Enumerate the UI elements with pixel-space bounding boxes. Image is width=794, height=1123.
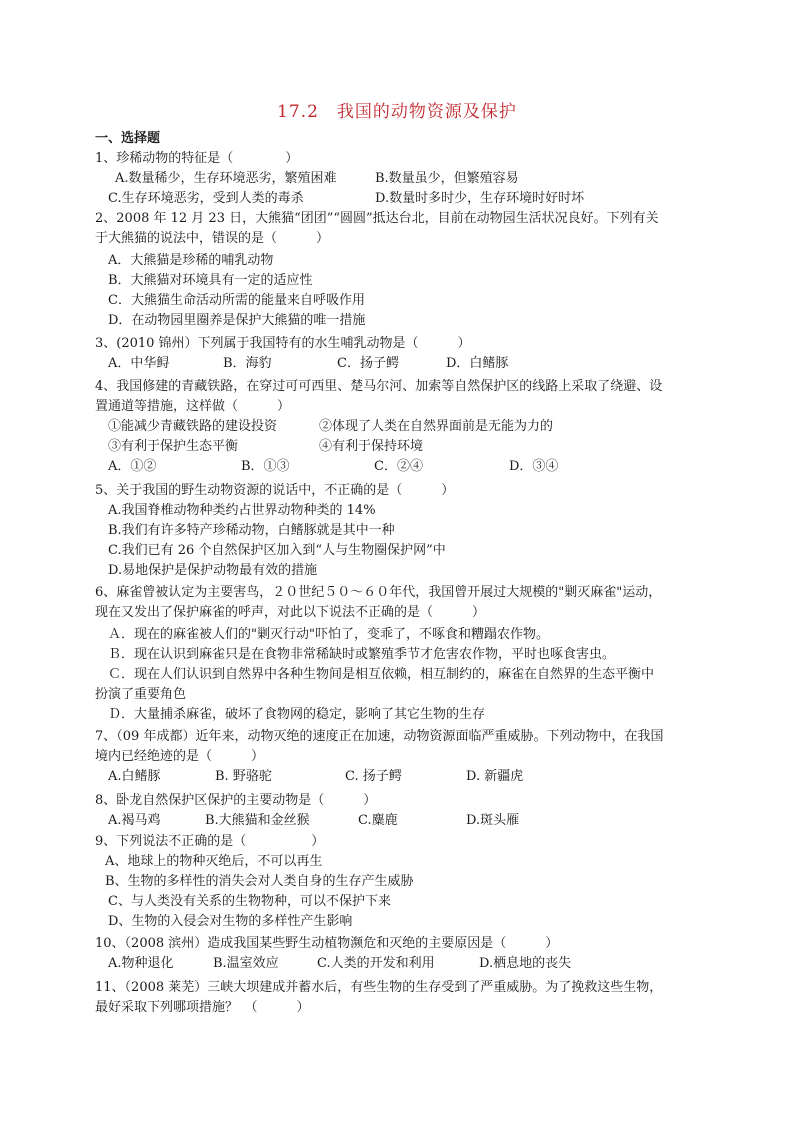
answer-option: 扮演了重要角色 — [95, 687, 187, 702]
answer-option: A．①② — [108, 459, 157, 474]
answer-option: C．大熊猫生命活动所需的能量来自呼吸作用 — [108, 293, 365, 308]
answer-option: B、生物的多样性的消失会对人类自身的生存产生威胁 — [105, 874, 414, 889]
answer-option: B．大熊猫对环境具有一定的适应性 — [108, 273, 313, 288]
question-stem: 11、（2008 莱芜）三峡大坝建成并蓄水后，有些生物的生存受到了严重威胁。为了挽救这些生物， — [95, 980, 663, 995]
question-stem: 6、麻雀曾被认定为主要害鸟，２０世纪５０～６０年代，我国曾开展过大规模的"剿灭麻雀"运动， — [95, 585, 662, 600]
answer-option: A、地球上的物种灭绝后，不可以再生 — [105, 854, 323, 869]
page-title: 17.2 我国的动物资源及保护 — [277, 102, 517, 122]
section-heading: 一、选择题 — [95, 131, 161, 146]
answer-option: A．中华鲟 — [108, 356, 170, 371]
answer-option: ③有利于保护生态平衡 — [108, 439, 239, 454]
question-stem: 7、（09 年成都）近年来，动物灭绝的速度正在加速，动物资源面临严重威胁。下列动物中，在我国 — [95, 729, 664, 744]
answer-option: ②体现了人类在自然界面前是无能为力的 — [319, 419, 554, 434]
answer-option: A.我国脊椎动物种类约占世界动物种类的 14% — [108, 503, 376, 518]
answer-option: A.白鳍豚 — [108, 769, 161, 784]
answer-option: Ｃ．现在人们认识到自然界中各种生物间是相互依赖，相互制约的，麻雀在自然界的生态平衡中 — [108, 667, 655, 682]
answer-option: B.数量虽少，但繁殖容易 — [375, 171, 519, 186]
question-stem: 3、(2010 锦州）下列属于我国特有的水生哺乳动物是（ ） — [95, 336, 471, 351]
answer-option: C.我们已有 26 个自然保护区加入到“人与生物圈保护网”中 — [108, 543, 446, 558]
question-stem: 现在又发出了保护麻雀的呼声，对此以下说法不正确的是（ ） — [95, 605, 486, 620]
question-stem: 2、2008 年 12 月 23 日，大熊猫“团团”“圆圆”抵达台北，目前在动物园生活状况良好。下列有关 — [95, 211, 659, 226]
question-stem: 10、（2008 滨州）造成我国某些野生动植物濒危和灭绝的主要原因是（ ） — [95, 936, 559, 951]
question-stem: 4、我国修建的青藏铁路，在穿过可可西里、楚马尔河、加索等自然保护区的线路上采取了绕避、设 — [95, 379, 663, 394]
answer-option: ④有利于保持环境 — [319, 439, 424, 454]
answer-option: D．在动物园里圈养是保护大熊猫的唯一措施 — [108, 313, 366, 328]
answer-option: C、与人类没有关系的生物物种，可以不保护下来 — [108, 894, 391, 909]
question-stem: 最好采取下列哪项措施？ （ ） — [95, 1000, 310, 1015]
answer-option: D．白鳍豚 — [446, 356, 509, 371]
question-stem: 于大熊猫的说法中，错误的是（ ） — [95, 231, 330, 246]
answer-option: A.数量稀少，生存环境恶劣，繁殖困难 — [115, 171, 337, 186]
answer-option: D. 新疆虎 — [466, 769, 524, 784]
answer-option: Ａ．现在的麻雀被人们的"剿灭行动"吓怕了，变乖了，不啄食和糟蹋农作物。 — [108, 627, 549, 642]
answer-option: B．①③ — [241, 459, 290, 474]
answer-option: D．③④ — [509, 459, 559, 474]
answer-option: C．②④ — [374, 459, 423, 474]
answer-option: D、生物的入侵会对生物的多样性产生影响 — [108, 914, 353, 929]
answer-option: D.斑头雁 — [466, 813, 520, 828]
question-stem: 9、下列说法不正确的是（ ） — [95, 834, 325, 849]
answer-option: C. 扬子鳄 — [345, 769, 402, 784]
question-stem: 1、珍稀动物的特征是（ ） — [95, 151, 299, 166]
answer-option: C.生存环境恶劣，受到人类的毒杀 — [108, 191, 304, 206]
answer-option: B.我们有许多特产珍稀动物，白鳍豚就是其中一种 — [108, 523, 395, 538]
answer-option: C．扬子鳄 — [337, 356, 399, 371]
question-stem: 8、卧龙自然保护区保护的主要动物是（ ） — [95, 793, 377, 808]
answer-option: Ｄ．大量捕杀麻雀，破坏了食物网的稳定，影响了其它生物的生存 — [108, 707, 486, 722]
answer-option: A.物种退化 — [108, 956, 174, 971]
answer-option: B.大熊猫和金丝猴 — [205, 813, 310, 828]
answer-option: D.数量时多时少，生存环境时好时坏 — [375, 191, 585, 206]
question-stem: 置通道等措施，这样做（ ） — [95, 399, 291, 414]
answer-option: A.褐马鸡 — [108, 813, 161, 828]
answer-option: Ｂ．现在认识到麻雀只是在食物非常稀缺时或繁殖季节才危害农作物，平时也啄食害虫。 — [108, 647, 616, 662]
answer-option: A．大熊猫是珍稀的哺乳动物 — [108, 253, 274, 268]
answer-option: B.温室效应 — [213, 956, 279, 971]
answer-option: ①能减少青藏铁路的建设投资 — [108, 419, 278, 434]
answer-option: B．海豹 — [223, 356, 272, 371]
answer-option: C.人类的开发和利用 — [317, 956, 435, 971]
answer-option: C.麋鹿 — [358, 813, 398, 828]
question-stem: 境内已经绝迹的是（ ） — [95, 749, 265, 764]
question-stem: 5、关于我国的野生动物资源的说话中，不正确的是（ ） — [95, 483, 455, 498]
answer-option: B. 野骆驼 — [215, 769, 272, 784]
answer-option: D.栖息地的丧失 — [479, 956, 572, 971]
answer-option: D.易地保护是保护动物最有效的措施 — [108, 563, 318, 578]
